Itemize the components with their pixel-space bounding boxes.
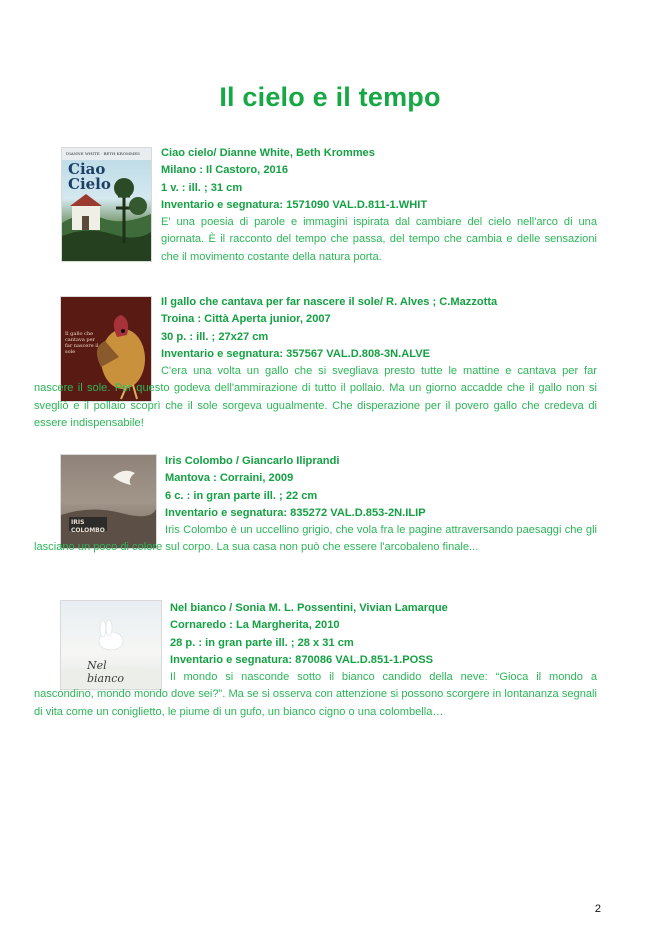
cover-title: Nel bianco <box>87 659 124 685</box>
book-inventory: Inventario e segnatura: 870086 VAL.D.851-1.POSS <box>170 653 434 666</box>
cover-title: Ciao Cielo <box>68 160 111 193</box>
book-inventory: Inventario e segnatura: 835272 VAL.D.853-2N.ILIP <box>165 506 426 519</box>
book-extent: 28 p. : in gran parte ill. ; 28 x 31 cm <box>170 636 354 649</box>
book-title: Nel bianco / Sonia M. L. Possentini, Vivian Lamarque <box>170 602 448 614</box>
page-number: 2 <box>594 903 601 915</box>
book-extent: 30 p. : ill. ; 27x27 cm <box>161 330 269 343</box>
book-inventory: Inventario e segnatura: 357567 VAL.D.808-3N.ALVE <box>161 347 431 360</box>
book-publisher: Troina : Città Aperta junior, 2007 <box>161 313 331 326</box>
page-title: Il cielo e il tempo <box>219 82 441 112</box>
cover-title: IRIS COLOMBO <box>71 519 105 534</box>
book-inventory: Inventario e segnatura: 1571090 VAL.D.811-1.WHIT <box>161 198 428 211</box>
cover-authors: DIANNE WHITE · BETH KROMMES <box>66 151 140 156</box>
book-extent: 1 v. : ill. ; 31 cm <box>161 181 243 194</box>
book-description: C'era una volta un gallo che si svegliava presto tutte le mattine e cantava per far nascere il sole. Per questo godeva dell'ammirazione di tutto il pollaio. Ma un giorno accadde che il gallo non si svegliò e il pollaio scoprì che il sole sorgeva ugualmente. Che disperazione per il povero gallo che credeva di essere indispensabile! <box>34 365 597 429</box>
book-description: Il mondo si nasconde sotto il bianco candido della neve: “Gioca il mondo a nascondino, mondo mondo dove sei?”. Ma se si osserva con attenzione si possono scorgere in lontananza segnali di vita come un coniglietto, le piume di un gufo, un bianco cigno o una colombella… <box>34 671 597 718</box>
book-title: Ciao cielo/ Dianne White, Beth Krommes <box>161 147 375 159</box>
book-publisher: Mantova : Corraini, 2009 <box>165 472 294 485</box>
book-cover-ciao-cielo <box>62 148 151 261</box>
cover-title: Il gallo che cantava per far nascere il sole <box>65 331 99 355</box>
book-publisher: Cornaredo : La Margherita, 2010 <box>170 619 340 632</box>
book-extent: 6 c. : in gran parte ill. ; 22 cm <box>165 489 318 502</box>
book-description: Iris Colombo è un uccellino grigio, che vola fra le pagine attraversando paesaggi che gli lasciano un poco di colore sul corpo. La sua casa non può che essere l'arcobaleno finale... <box>34 524 597 554</box>
book-description: E' una poesia di parole e immagini ispirata dal cambiare del cielo nell'arco di una giornata. È il racconto del tempo che passa, del tempo che cambia e delle sensazioni che il movimento costante della natura porta. <box>161 216 597 263</box>
book-title: Iris Colombo / Giancarlo Iliprandi <box>165 455 340 467</box>
book-title: Il gallo che cantava per far nascere il sole/ R. Alves ; C.Mazzotta <box>161 296 498 308</box>
book-publisher: Milano : Il Castoro, 2016 <box>161 164 288 177</box>
